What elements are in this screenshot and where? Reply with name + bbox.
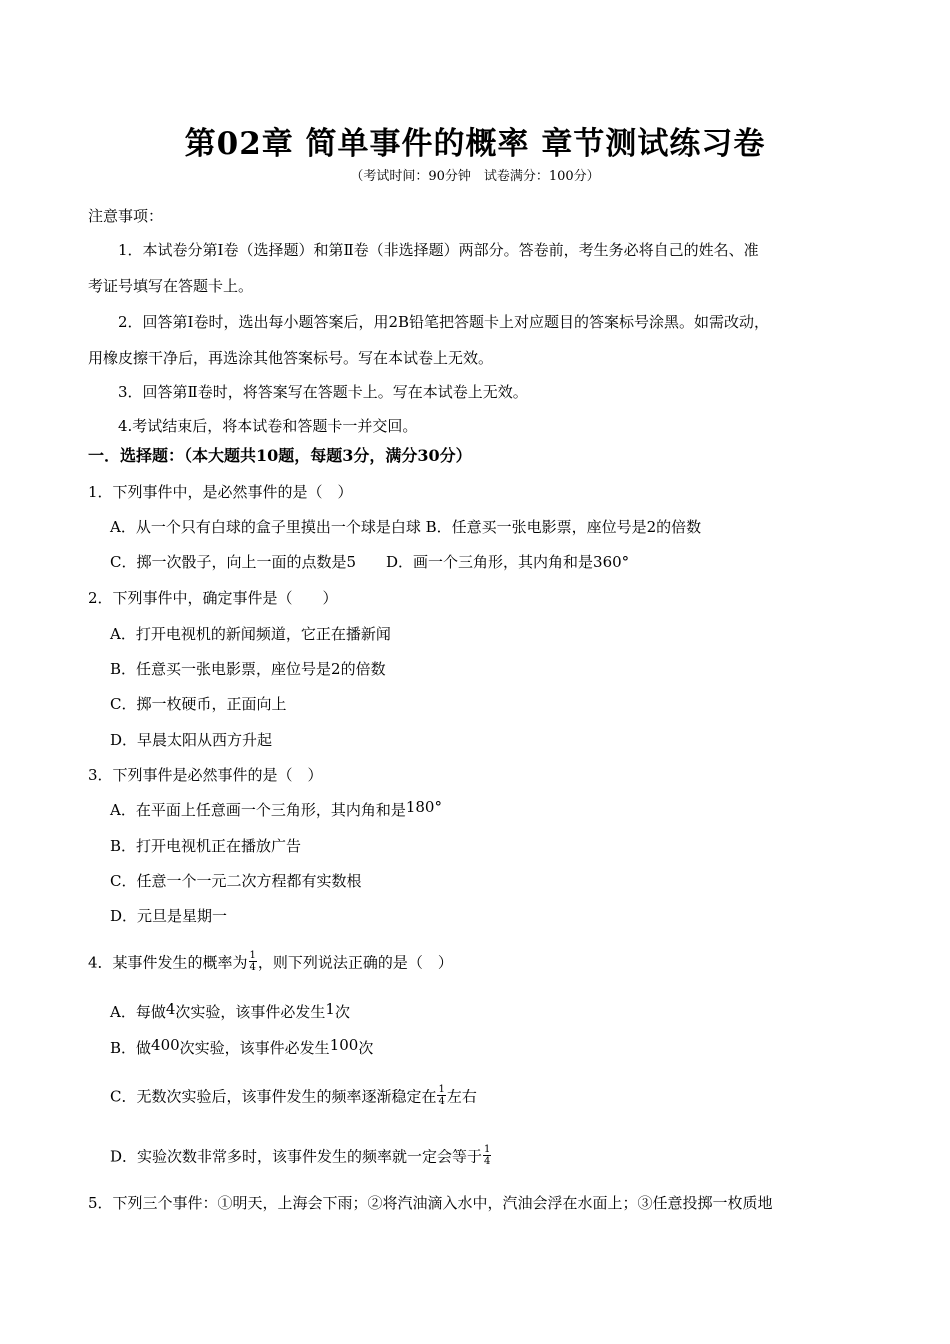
q1-options-row-2: C．掷一次骰子，向上一面的点数是5 D．画一个三角形，其内角和是360° bbox=[110, 553, 630, 571]
q3-option-a-text: A．在平面上任意画一个三角形，其内角和是 bbox=[110, 801, 406, 819]
q4-option-c bbox=[110, 1086, 477, 1109]
q4-stem bbox=[88, 952, 453, 975]
note-3: 3．回答第Ⅱ卷时，将答案写在答题卡上。写在本试卷上无效。 bbox=[118, 383, 528, 401]
fraction-numerator: 1 bbox=[438, 1084, 445, 1095]
q4-a-mid: 次实验，该事件必发生 bbox=[175, 1003, 326, 1021]
q2-option-c: C．掷一枚硬币，正面向上 bbox=[110, 695, 287, 713]
q4-stem-pre: 4．某事件发生的概率为 bbox=[88, 953, 248, 972]
note-2-line-2: 用橡皮擦干净后，再选涂其他答案标号。写在本试卷上无效。 bbox=[88, 349, 494, 367]
q4-option-b bbox=[110, 1038, 373, 1058]
q4-stem-post: ，则下列说法正确的是（ ） bbox=[257, 953, 453, 972]
q3-option-d: D．元旦是星期一 bbox=[110, 907, 228, 925]
note-4: 4.考试结束后，将本试卷和答题卡一并交回。 bbox=[118, 417, 418, 435]
q2-option-d: D．早晨太阳从西方升起 bbox=[110, 731, 273, 749]
note-2-line-1: 2．回答第Ⅰ卷时，选出每小题答案后，用2B铅笔把答题卡上对应题目的答案标号涂黑。如需改动， bbox=[118, 313, 770, 331]
q4-c-pre: C．无数次实验后，该事件发生的频率逐渐稳定在 bbox=[110, 1087, 437, 1106]
q1-options-row-1: A．从一个只有白球的盒子里摸出一个球是白球 B．任意买一张电影票，座位号是2的倍数 bbox=[110, 518, 702, 536]
q4-fraction bbox=[249, 950, 257, 973]
exam-info: （考试时间：90分钟 试卷满分：100分） bbox=[350, 169, 600, 184]
q4-d-fraction bbox=[483, 1144, 491, 1167]
section-heading: 一．选择题：（本大题共10题，每题3分，满分30分） bbox=[88, 446, 472, 465]
page-title: 第02章 简单事件的概率 章节测试练习卷 bbox=[184, 126, 766, 162]
q3-stem: 3．下列事件是必然事件的是（ ） bbox=[88, 766, 323, 784]
q4-b-mid: 次实验，该事件必发生 bbox=[179, 1039, 330, 1057]
fraction-denominator: 4 bbox=[249, 962, 256, 973]
q4-option-d bbox=[110, 1146, 492, 1169]
q4-a-num-1: 4 bbox=[165, 1000, 176, 1018]
fraction-numerator: 1 bbox=[249, 950, 256, 961]
q3-option-a-math: 180° bbox=[405, 798, 442, 816]
fraction-denominator: 4 bbox=[438, 1096, 445, 1107]
q5-stem: 5．下列三个事件：①明天，上海会下雨；②将汽油滴入水中，汽油会浮在水面上；③任意投掷一枚质地 bbox=[88, 1194, 773, 1212]
fraction-denominator: 4 bbox=[484, 1156, 491, 1167]
q3-option-b: B．打开电视机正在播放广告 bbox=[110, 837, 302, 855]
note-1-line-1: 1．本试卷分第Ⅰ卷（选择题）和第Ⅱ卷（非选择题）两部分。答卷前，考生务必将自己的姓名、准 bbox=[118, 241, 759, 259]
q4-b-num-1: 400 bbox=[151, 1036, 180, 1054]
q4-b-pre: B．做 bbox=[110, 1039, 152, 1057]
q4-b-num-2: 100 bbox=[329, 1036, 359, 1054]
q4-c-post: 左右 bbox=[446, 1087, 477, 1106]
note-1-line-2: 考证号填写在答题卡上。 bbox=[88, 277, 254, 295]
notes-heading: 注意事项： bbox=[88, 207, 164, 225]
q2-stem: 2．下列事件中，确定事件是（ ） bbox=[88, 589, 338, 607]
q4-d-pre: D．实验次数非常多时，该事件发生的频率就一定会等于 bbox=[110, 1147, 483, 1166]
q4-a-pre: A．每做 bbox=[110, 1003, 166, 1021]
q4-option-a bbox=[110, 1002, 350, 1022]
q1-stem: 1．下列事件中，是必然事件的是（ ） bbox=[88, 483, 353, 501]
q3-option-a bbox=[110, 800, 442, 820]
fraction-numerator: 1 bbox=[484, 1144, 491, 1155]
q4-a-post: 次 bbox=[334, 1003, 350, 1021]
q4-c-fraction bbox=[437, 1084, 445, 1107]
q2-option-b: B．任意买一张电影票，座位号是2的倍数 bbox=[110, 660, 386, 678]
q2-option-a: A．打开电视机的新闻频道，它正在播新闻 bbox=[110, 625, 391, 643]
q3-option-c: C．任意一个一元二次方程都有实数根 bbox=[110, 872, 362, 890]
q4-a-num-2: 1 bbox=[325, 1000, 335, 1018]
q4-b-post: 次 bbox=[358, 1039, 374, 1057]
